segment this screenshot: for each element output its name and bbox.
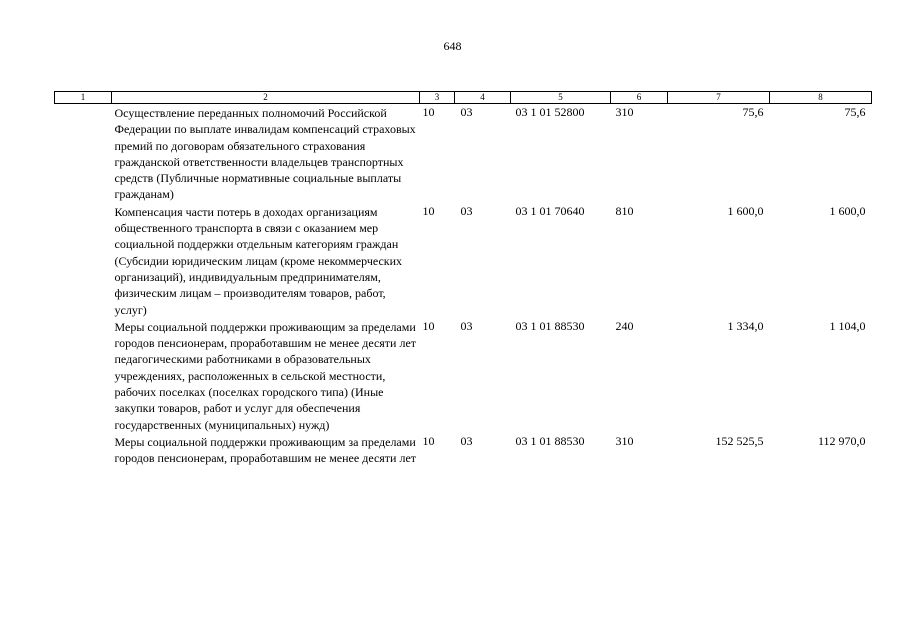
column-header-5: 5 xyxy=(511,92,611,104)
cell-col1 xyxy=(55,104,112,203)
column-header-6: 6 xyxy=(611,92,668,104)
cell-value-8: 75,6 xyxy=(844,105,866,119)
table-row xyxy=(55,104,872,203)
cell-value-7: 1 334,0 xyxy=(727,318,764,333)
cell-target: 03 1 01 88530 xyxy=(515,318,585,333)
cell-name: Меры социальной поддержки проживающим за пределами городов пенсионерам, проработавшим не менее десяти лет педагогическими работниками в образовательных учреждениях, расположенных в сельской местности, рабочих поселках (поселках городского типа) (Иные закупки товаров, работ и услуг для обеспечения государственных (муниципальных) нужд) xyxy=(114,319,417,432)
cell-target: 03 1 01 52800 xyxy=(515,105,585,119)
cell-target: 03 1 01 70640 xyxy=(515,203,585,218)
cell-value-8: 1 104,0 xyxy=(829,318,866,333)
cell-name: Осуществление переданных полномочий Российской Федерации по выплате инвалидам компенсаций страховых премий по договорам обязательного страхования гражданской ответственности владельцев транспортных средств (Публичные нормативные социальные выплаты гражданам) xyxy=(114,106,416,202)
column-header-2: 2 xyxy=(112,92,420,104)
cell-section: 10 xyxy=(422,433,435,448)
cell-expense-type: 310 xyxy=(615,105,634,119)
cell-expense-type: 240 xyxy=(615,318,634,333)
table-row xyxy=(55,203,872,318)
column-header-7: 7 xyxy=(668,92,770,104)
cell-value-7: 1 600,0 xyxy=(727,203,764,218)
cell-subsection: 03 xyxy=(460,318,473,333)
cell-section: 10 xyxy=(422,105,435,119)
cell-subsection: 03 xyxy=(460,203,473,218)
cell-expense-type: 810 xyxy=(615,203,634,218)
cell-target: 03 1 01 88530 xyxy=(515,433,585,448)
table-row xyxy=(55,433,872,467)
cell-name: Меры социальной поддержки проживающим за пределами городов пенсионерам, проработавшим не менее десяти лет xyxy=(114,434,417,466)
cell-value-8: 1 600,0 xyxy=(829,203,866,218)
table-row xyxy=(55,318,872,433)
cell-subsection: 03 xyxy=(460,105,473,119)
cell-col1 xyxy=(55,203,112,318)
column-header-8: 8 xyxy=(770,92,872,104)
cell-subsection: 03 xyxy=(460,433,473,448)
cell-value-8: 112 970,0 xyxy=(817,433,866,448)
cell-value-7: 152 525,5 xyxy=(715,433,764,448)
column-header-4: 4 xyxy=(455,92,511,104)
budget-table xyxy=(54,91,872,467)
cell-name: Компенсация части потерь в доходах организациям общественного транспорта в связи с оказанием мер социальной поддержки отдельным категориям граждан (Субсидии юридическим лицам (кроме некоммерческих организаций), индивидуальным предпринимателям, физическим лицам – производителям товаров, работ, услуг) xyxy=(114,204,403,317)
page-number: 648 xyxy=(443,39,462,53)
cell-section: 10 xyxy=(422,203,435,218)
column-header-3: 3 xyxy=(420,92,455,104)
cell-col1 xyxy=(55,318,112,433)
table-header xyxy=(55,92,872,104)
cell-section: 10 xyxy=(422,318,435,333)
cell-col1 xyxy=(55,433,112,467)
cell-expense-type: 310 xyxy=(615,433,634,448)
column-header-1: 1 xyxy=(55,92,112,104)
cell-value-7: 75,6 xyxy=(742,105,764,119)
